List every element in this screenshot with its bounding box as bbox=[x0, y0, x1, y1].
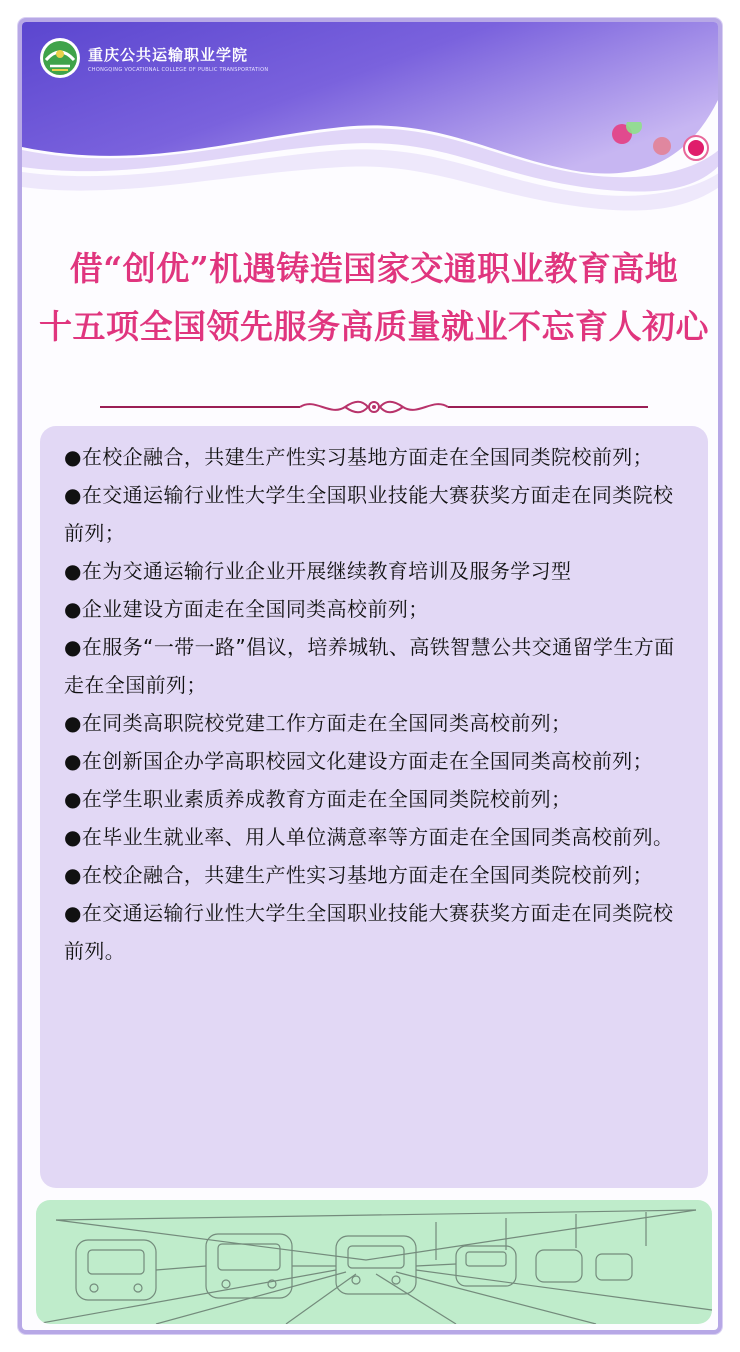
list-item: ●在学生职业素质养成教育方面走在全国同类院校前列； bbox=[64, 787, 572, 811]
bullet-icon: ● bbox=[64, 445, 82, 469]
bullet-icon: ● bbox=[64, 787, 82, 811]
bullet-icon: ● bbox=[64, 597, 82, 621]
bullet-icon: ● bbox=[64, 901, 82, 925]
bullet-icon: ● bbox=[64, 559, 82, 583]
bullet-icon: ● bbox=[64, 635, 82, 659]
list-item: ●在交通运输行业性大学生全国职业技能大赛获奖方面走在同类院校前列； bbox=[64, 483, 674, 545]
college-name-en: CHONGQING VOCATIONAL COLLEGE OF PUBLIC TRANSPORTATION bbox=[88, 66, 269, 73]
poster-frame bbox=[18, 18, 722, 1334]
ornamental-divider bbox=[100, 392, 648, 422]
bullet-icon: ● bbox=[64, 825, 82, 849]
college-name-cn: 重庆公共运输职业学院 bbox=[88, 45, 249, 64]
list-item: ●在校企融合，共建生产性实习基地方面走在全国同类院校前列； bbox=[64, 863, 654, 887]
list-item: ●企业建设方面走在全国同类高校前列； bbox=[64, 597, 429, 621]
bullet-icon: ● bbox=[64, 711, 82, 735]
title-line-2: 十五项全国领先服务高质量就业不忘育人初心 bbox=[39, 307, 709, 346]
poster-title bbox=[22, 240, 722, 356]
train-sketch-icon bbox=[36, 1200, 712, 1324]
list-item: ●在为交通运输行业企业开展继续教育培训及服务学习型 bbox=[64, 559, 572, 583]
bullet-icon: ● bbox=[64, 483, 82, 507]
bullet-icon: ● bbox=[64, 749, 82, 773]
list-item: ●在服务“一带一路”倡议，培养城轨、高铁智慧公共交通留学生方面走在全国前列； bbox=[64, 635, 675, 697]
list-item: ●在校企融合，共建生产性实习基地方面走在全国同类院校前列； bbox=[64, 445, 654, 469]
bullet-icon: ● bbox=[64, 863, 82, 887]
decorative-dots-icon bbox=[598, 122, 718, 192]
list-item: ●在同类高职院校党建工作方面走在全国同类高校前列； bbox=[64, 711, 572, 735]
list-item: ●在交通运输行业性大学生全国职业技能大赛获奖方面走在同类院校前列。 bbox=[64, 901, 674, 963]
college-logo bbox=[38, 36, 268, 80]
highlights-list bbox=[40, 426, 708, 1188]
college-emblem-icon bbox=[38, 36, 82, 80]
list-item: ●在毕业生就业率、用人单位满意率等方面走在全国同类高校前列。 bbox=[64, 825, 674, 849]
title-line-1: 借“创优”机遇铸造国家交通职业教育高地 bbox=[69, 249, 679, 288]
metro-station-sketch bbox=[36, 1200, 712, 1324]
list-item: ●在创新国企办学高职校园文化建设方面走在全国同类高校前列； bbox=[64, 749, 654, 773]
